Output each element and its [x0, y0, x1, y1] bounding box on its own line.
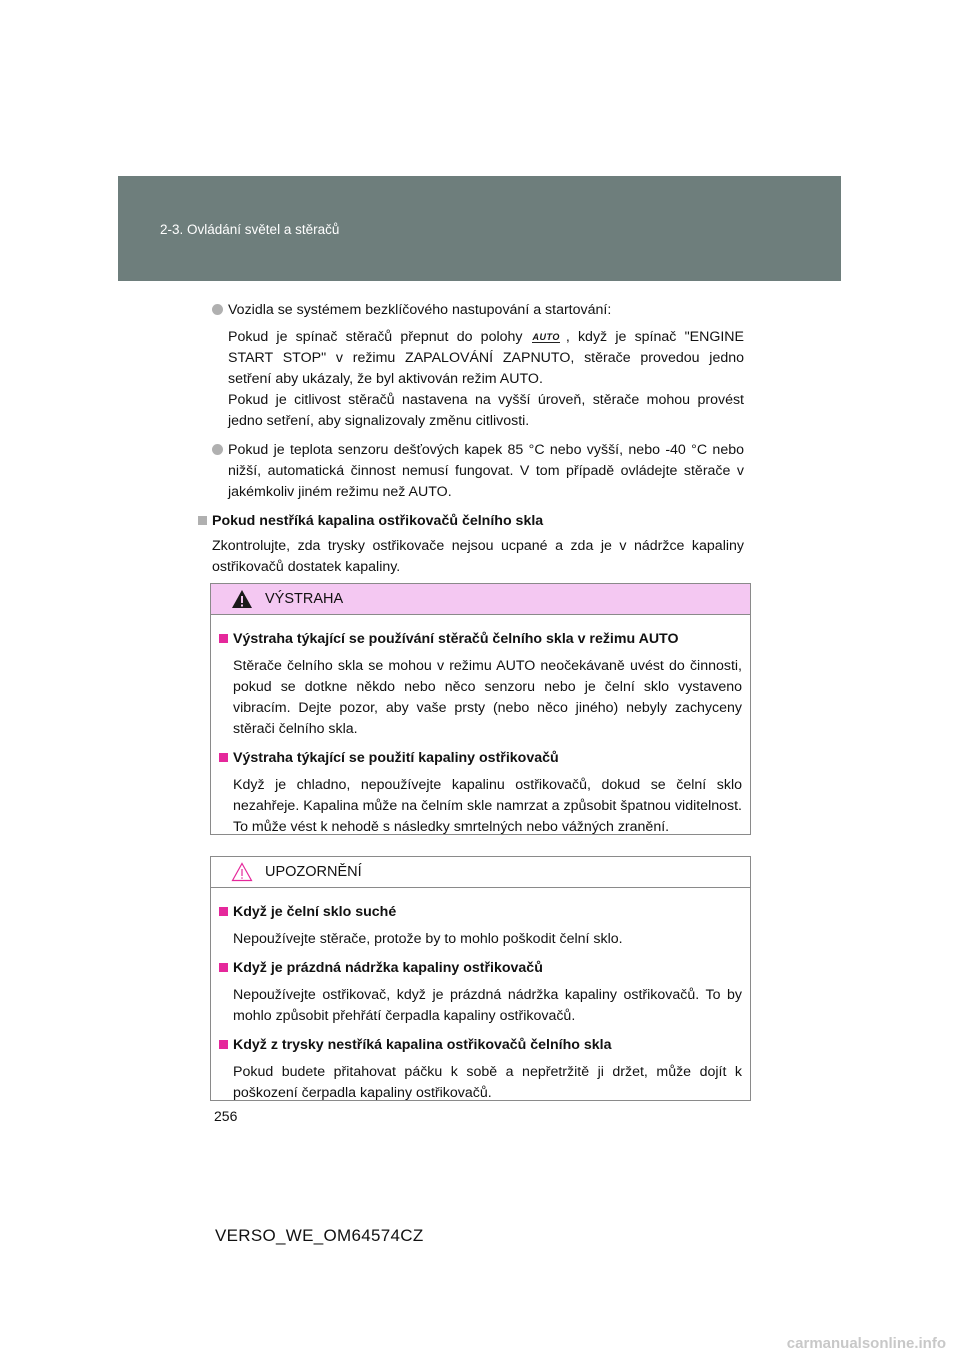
notice-item-title: Když je čelní sklo suché [219, 902, 742, 923]
notice-item-body: Nepoužívejte stěrače, protože by to mohlo poškodit čelní sklo. [233, 931, 623, 947]
notice-box [210, 856, 751, 1101]
bullet-keyless [212, 300, 744, 432]
watermark: carmanualsonline.info [786, 1335, 946, 1352]
warning-item-title: Výstraha týkající se používání stěračů čelního skla v režimu AUTO [219, 629, 742, 650]
warning-item-body: Když je chladno, nepoužívejte kapalinu ostřikovačů, dokud se čelní sklo nezahřeje. Kapalina může na čelním skle namrzat a způsobit špatnou viditelnost. To může vést k nehodě s následky smrtelných nebo vážných zranění. [233, 777, 742, 835]
square-bullet-icon [219, 963, 228, 972]
page-number: 256 [214, 1108, 238, 1124]
bullet-dot-icon [212, 304, 223, 315]
warning-item-body: Stěrače čelního skla se mohou v režimu AUTO neočekávaně uvést do činnosti, pokud se dotkne někdo nebo něco senzoru nebo je čelní sklo vystaveno vibracím. Dejte pozor, aby vaše prsty (nebo něco jiného) nebyly zachyceny stěrači čelního skla. [233, 658, 742, 737]
washer-section-title: Pokud nestříká kapalina ostřikovačů čelního skla [196, 511, 744, 532]
square-bullet-icon [219, 753, 228, 762]
warning-body [211, 615, 750, 838]
bullet-keyless-title: Vozidla se systémem bezklíčového nastupování a startování: [228, 302, 612, 318]
caution-triangle-icon [231, 862, 253, 882]
notice-item-body: Nepoužívejte ostřikovač, když je prázdná nádržka kapaliny ostřikovačů. To by mohlo způsobit přehřátí čerpadla kapaliny ostřikovačů. [233, 987, 742, 1024]
warning-header [211, 584, 750, 615]
warning-heading: VÝSTRAHA [265, 591, 344, 607]
bullet-dot-icon [212, 444, 223, 455]
bullet-keyless-sensitivity: Pokud je citlivost stěračů nastavena na vyšší úroveň, stěrače mohou provést jedno setření, aby signalizovaly změnu citlivosti. [228, 392, 744, 429]
square-bullet-icon [219, 634, 228, 643]
notice-item-title: Když je prázdná nádržka kapaliny ostřikovačů [219, 958, 742, 979]
bullet-keyless-text: Pokud je spínač stěračů přepnut do polohy AUTO , když je spínač "ENGINE START STOP" v režimu ZAPALOVÁNÍ ZAPNUTO, stěrače provedou jedno setření aby ukázaly, že byl aktivován režim AUTO. [228, 329, 745, 387]
washer-section-body: Zkontrolujte, zda trysky ostřikovače nejsou ucpané a zda je v nádržce kapaliny ostřikovačů dostatek kapaliny. [212, 538, 744, 575]
warning-triangle-icon [231, 589, 253, 609]
section-title: 2-3. Ovládání světel a stěračů [160, 222, 340, 237]
bullet-temperature-text: Pokud je teplota senzoru dešťových kapek 85 °C nebo vyšší, nebo -40 °C nebo nižší, automatická činnost nemusí fungovat. V tom případě ovládejte stěrače v jakémkoliv jiném režimu než AUTO. [228, 442, 744, 500]
square-bullet-icon [219, 1040, 228, 1049]
header-band [118, 176, 841, 281]
notice-item-title: Když z trysky nestříká kapalina ostřikovačů čelního skla [219, 1035, 742, 1056]
notice-body [211, 888, 750, 1104]
notice-heading: UPOZORNĚNÍ [265, 864, 362, 880]
bullet-temperature [212, 440, 744, 503]
warning-item-title: Výstraha týkající se použití kapaliny ostřikovačů [219, 748, 742, 769]
document-code: VERSO_WE_OM64574CZ [215, 1226, 424, 1245]
square-bullet-icon [219, 907, 228, 916]
notice-header [211, 857, 750, 888]
square-bullet-icon [198, 516, 207, 525]
main-content [212, 300, 744, 584]
warning-box [210, 583, 751, 835]
notice-item-body: Pokud budete přitahovat páčku k sobě a nepřetržitě ji držet, může dojít k poškození čerpadla kapaliny ostřikovačů. [233, 1064, 742, 1101]
auto-position-icon: AUTO [532, 332, 560, 342]
